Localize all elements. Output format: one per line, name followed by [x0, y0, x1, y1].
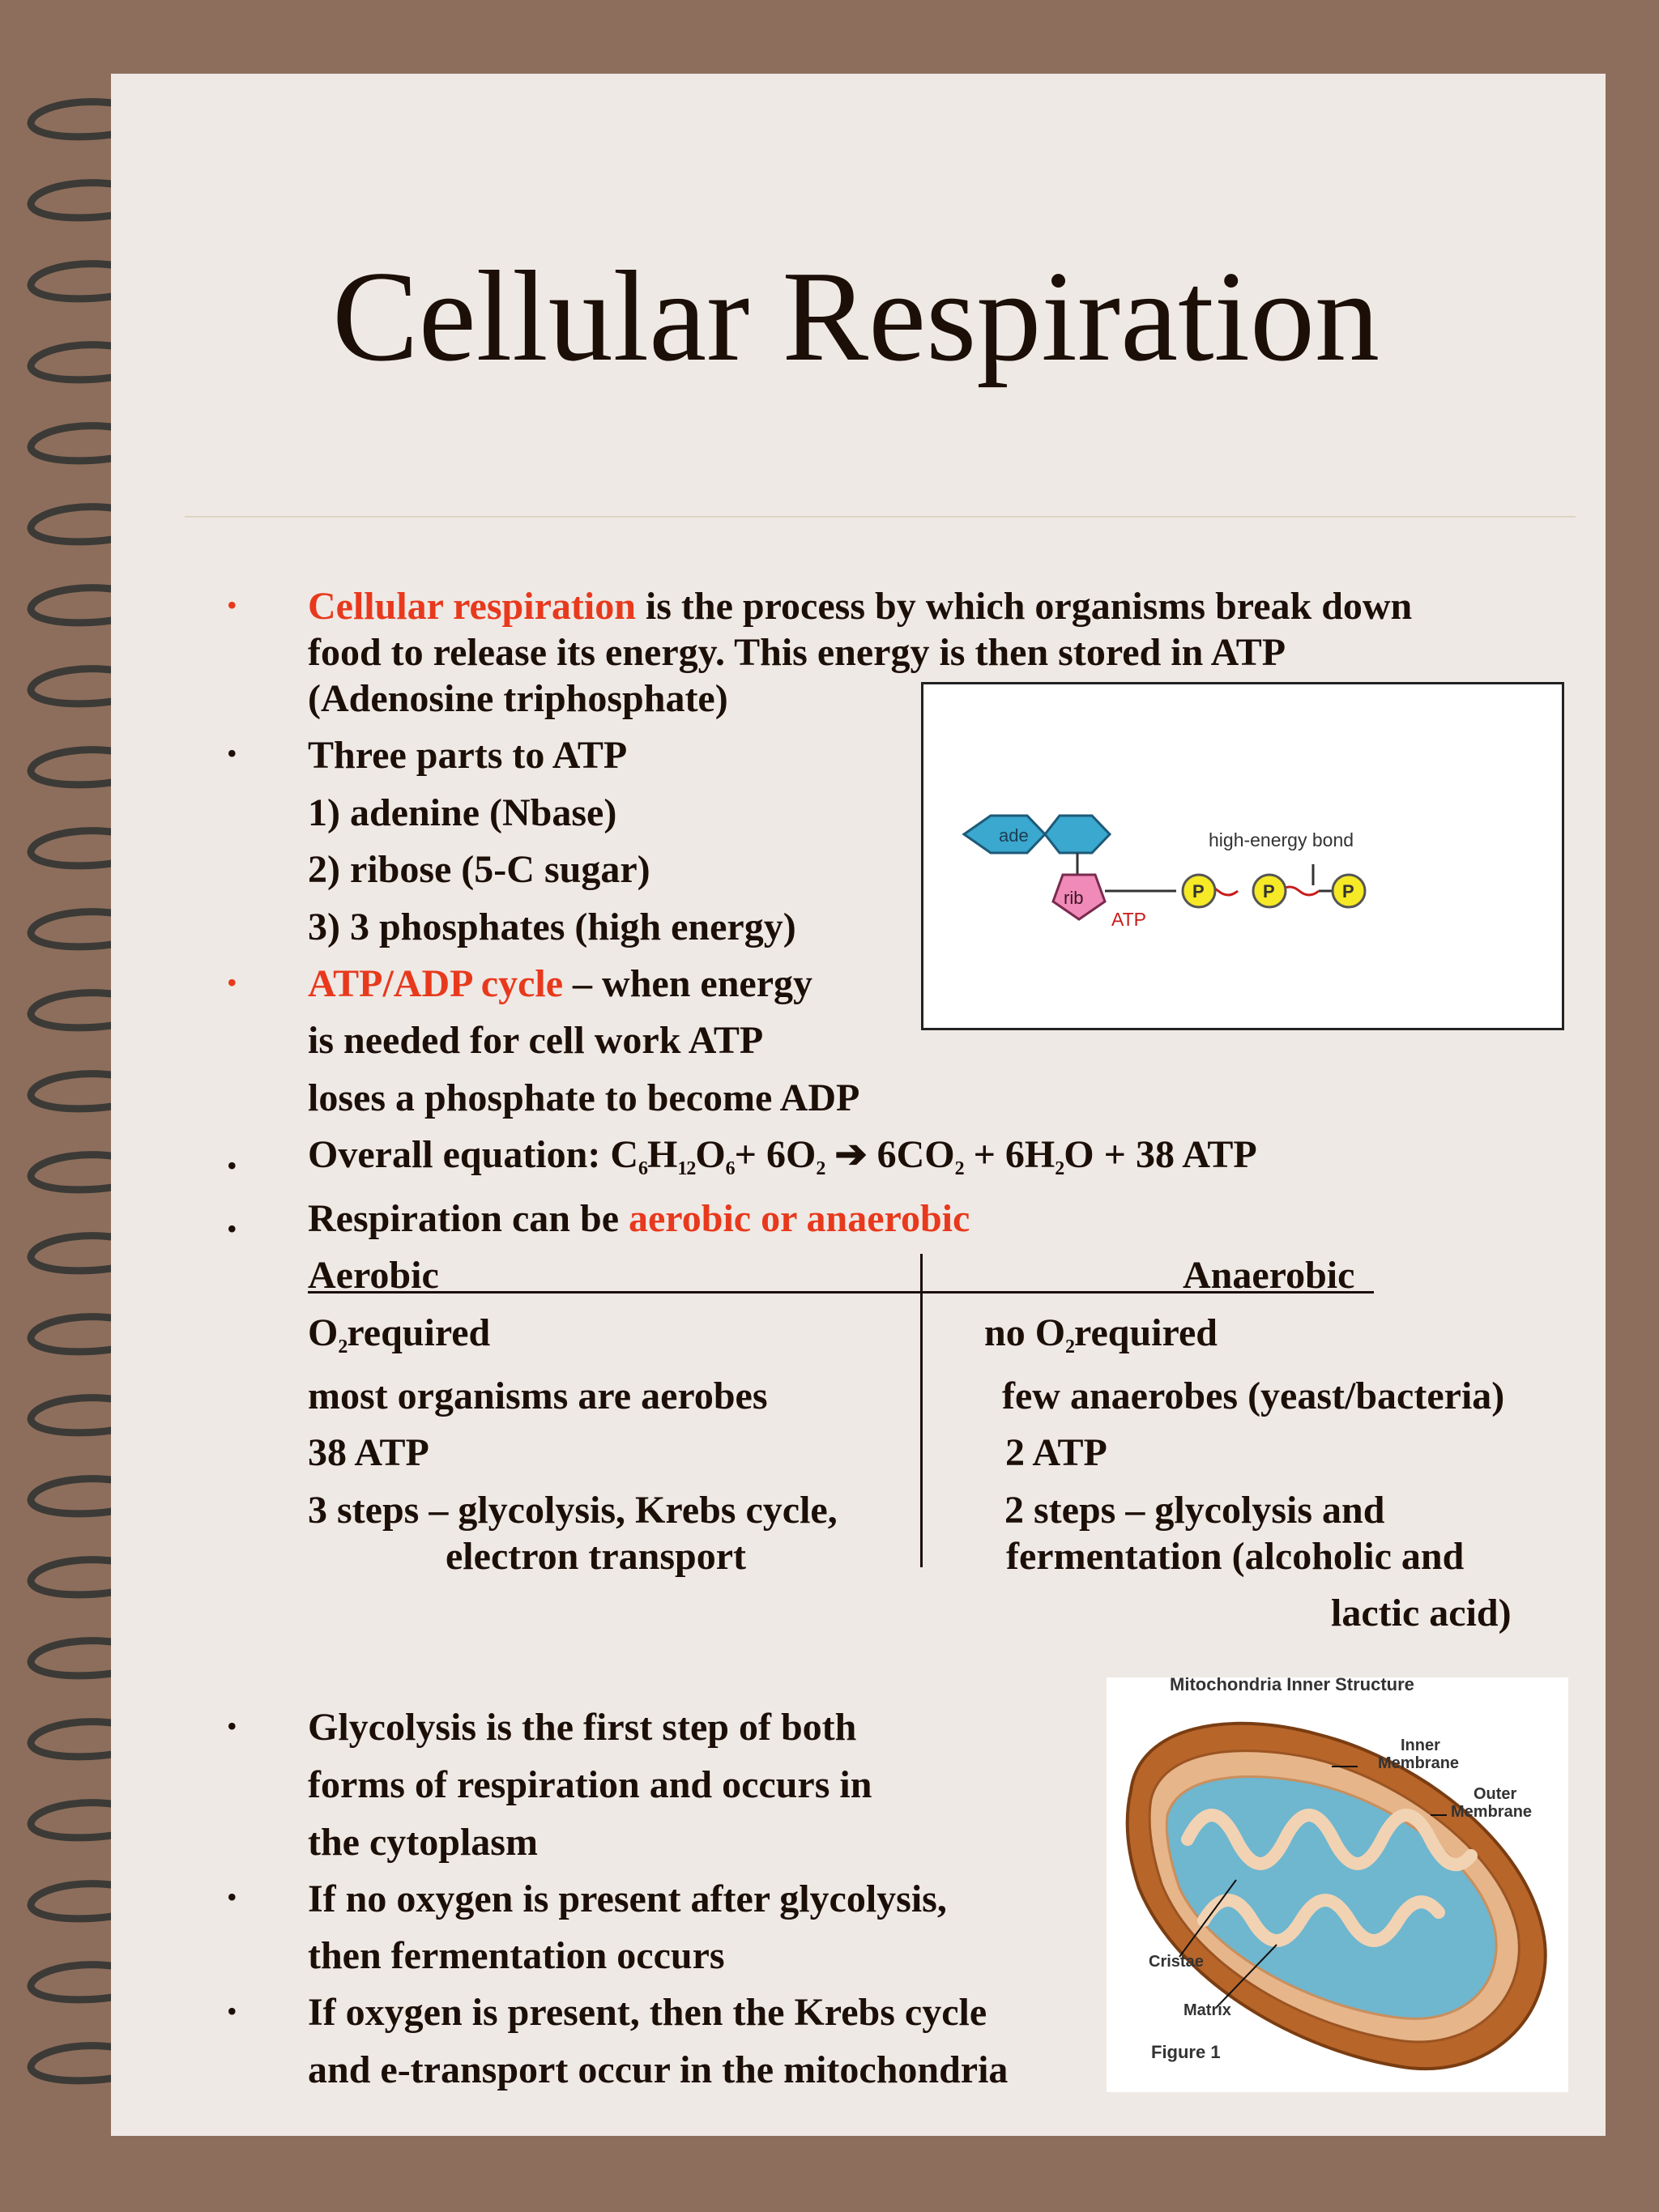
eq-sub: 6 — [638, 1158, 647, 1179]
aerobic-header: Aerobic — [308, 1254, 439, 1297]
aerobic-oxygen — [308, 1310, 490, 1357]
mitochondria-diagram — [1107, 1677, 1568, 2092]
aerobic-organisms: most organisms are aerobes — [308, 1375, 768, 1417]
bullet-marker: • — [227, 737, 237, 769]
bullet-marker: • — [227, 966, 237, 999]
bullet-marker: • — [227, 589, 237, 621]
anaerobic-steps: 2 steps – glycolysis and — [1004, 1489, 1385, 1532]
aerobic-steps-line-2: electron transport — [446, 1535, 747, 1578]
anaerobic-header: Anaerobic — [1183, 1254, 1355, 1297]
atp-part-2: 2) ribose (5-C sugar) — [308, 848, 650, 891]
atp-parts-heading: Three parts to ATP — [308, 734, 628, 777]
high-energy-bond-label: high-energy bond — [1209, 829, 1354, 850]
atp-diagram — [921, 682, 1564, 1030]
title-divider — [185, 516, 1576, 518]
definition-text: is the process by which organisms break down — [635, 585, 1413, 628]
equation-label: Overall equation: — [308, 1133, 611, 1176]
atp-molecule-svg — [923, 684, 1562, 1028]
subscript: 2 — [338, 1336, 348, 1357]
atp-adp-text: – when energy — [563, 962, 812, 1005]
figure-caption: Figure 1 — [1151, 2042, 1221, 2062]
respiration-types — [308, 1196, 970, 1242]
term-atp-adp-cycle: ATP/ADP cycle — [308, 962, 564, 1005]
matrix-label: Matrix — [1183, 2001, 1231, 2019]
inner-membrane-label: Inner Membrane — [1378, 1737, 1460, 1772]
bullet-marker: • — [227, 1213, 237, 1245]
subscript: 2 — [1065, 1336, 1075, 1357]
eq-sub: 12 — [677, 1158, 696, 1179]
krebs-line-1: If oxygen is present, then the Krebs cycle — [308, 1991, 987, 2034]
overall-equation — [308, 1132, 1257, 1178]
eq-o2: + 6O — [734, 1133, 817, 1176]
anaerobic-atp-yield: 2 ATP — [1005, 1431, 1107, 1474]
phosphate-label: P — [1342, 881, 1354, 901]
krebs-line-2: and e-transport occur in the mitochondria — [308, 2048, 1009, 2091]
required-text: required — [347, 1311, 491, 1354]
table-column-divider — [920, 1254, 923, 1567]
bullet-marker: • — [227, 1881, 237, 1913]
definition-line-2: food to release its energy. This energy is then stored in ATP — [308, 631, 1286, 674]
page-title: Cellular Respiration — [332, 244, 1380, 388]
cristae-label: Cristae — [1149, 1953, 1204, 1971]
adenine-ring-2 — [1045, 816, 1110, 853]
eq-rest: O + 38 ATP — [1064, 1133, 1257, 1176]
atp-adp-line-3: loses a phosphate to become ADP — [308, 1076, 860, 1119]
eq-h: H — [646, 1133, 678, 1176]
mitochondria-title: Mitochondria Inner Structure — [1170, 1677, 1414, 1694]
respiration-types-text: Respiration can be — [308, 1197, 629, 1240]
eq-sub: 6 — [725, 1158, 735, 1179]
bullet-marker: • — [227, 1995, 237, 2027]
phosphate-label: P — [1263, 881, 1275, 901]
ribose-label: rib — [1064, 888, 1084, 908]
eq-sub: 2 — [954, 1158, 964, 1179]
no-o-text: no O — [984, 1311, 1066, 1354]
fermentation-line-1: If no oxygen is present after glycolysis, — [308, 1877, 947, 1920]
atp-adp-line-2: is needed for cell work ATP — [308, 1019, 764, 1062]
eq-co2: 6CO — [867, 1133, 955, 1176]
required-text: required — [1074, 1311, 1218, 1354]
anaerobic-organisms: few anaerobes (yeast/bacteria) — [1002, 1375, 1505, 1417]
eq-o: O — [695, 1133, 726, 1176]
anaerobic-oxygen — [984, 1310, 1218, 1357]
bullet-definition — [308, 583, 1412, 630]
term-aerobic-anaerobic: aerobic or anaerobic — [629, 1197, 970, 1240]
atp-part-1: 1) adenine (Nbase) — [308, 791, 617, 834]
term-cellular-respiration: Cellular respiration — [308, 585, 636, 628]
arrow-icon: ➔ — [834, 1133, 868, 1176]
outer-membrane-label: Outer Membrane — [1451, 1785, 1533, 1821]
phosphate-label: P — [1192, 881, 1205, 901]
glycolysis-line-3: the cytoplasm — [308, 1821, 538, 1864]
bullet-marker: • — [227, 1710, 237, 1742]
definition-line-3: (Adenosine triphosphate) — [308, 677, 728, 720]
glycolysis-line-2: forms of respiration and occurs in — [308, 1763, 872, 1806]
adenine-label: ade — [999, 825, 1029, 846]
mitochondria-svg — [1107, 1677, 1568, 2092]
atp-part-3: 3) 3 phosphates (high energy) — [308, 906, 796, 948]
aerobic-atp-yield: 38 ATP — [308, 1431, 429, 1474]
anaerobic-steps-line-3: lactic acid) — [1331, 1592, 1512, 1634]
eq-h2o: + 6H — [963, 1133, 1056, 1176]
eq-c: C — [610, 1133, 638, 1176]
glycolysis-line-1: Glycolysis is the first step of both — [308, 1706, 857, 1749]
bullet-atp-adp — [308, 961, 812, 1008]
aerobic-steps: 3 steps – glycolysis, Krebs cycle, — [308, 1489, 838, 1532]
bullet-marker: • — [227, 1149, 237, 1182]
fermentation-line-2: then fermentation occurs — [308, 1934, 725, 1977]
atp-label: ATP — [1111, 909, 1147, 930]
eq-sub: 2 — [816, 1158, 825, 1179]
eq-sub: 2 — [1055, 1158, 1064, 1179]
anaerobic-steps-line-2: fermentation (alcoholic and — [1006, 1535, 1465, 1578]
o-text: O — [308, 1311, 339, 1354]
